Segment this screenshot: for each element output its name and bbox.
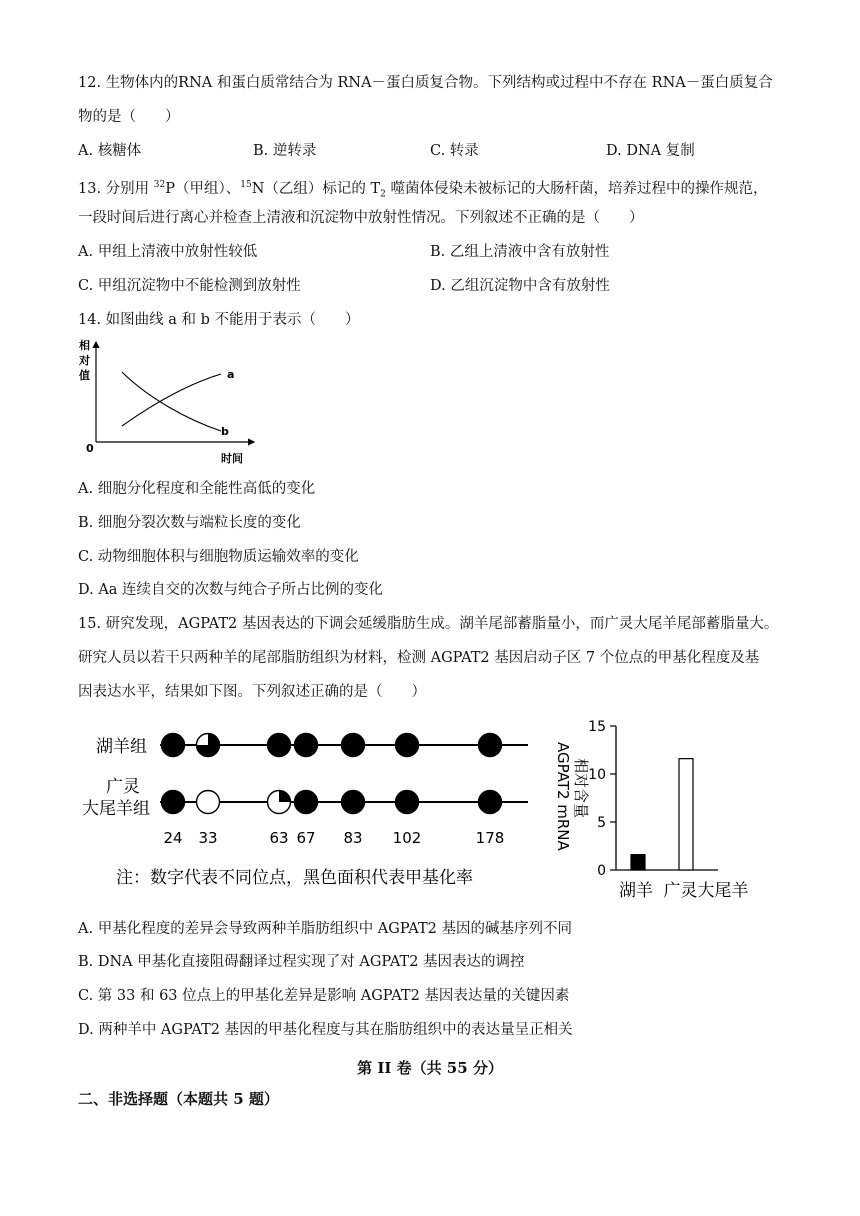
q13-p-text: P（甲组）、 xyxy=(165,180,241,197)
q15-site-label-102: 102 xyxy=(392,829,422,847)
methylated-sector xyxy=(279,791,291,803)
methylated-fill xyxy=(396,791,419,814)
q15-bar-hu-sheep xyxy=(631,855,645,870)
q15-stem-line2: 研究人员以若干只两种羊的尾部脂肪组织为材料，检测 AGPAT2 基因启动子区 7 个位点的甲基化程度及基 xyxy=(78,650,760,666)
volume-title: 第 II 卷（共 55 分） xyxy=(357,1059,503,1077)
q14-xlabel: 时间 xyxy=(221,452,243,465)
q15-row1-label: 湖羊组 xyxy=(96,737,147,757)
q14-curve-a xyxy=(122,374,221,426)
q15-site-label-24: 24 xyxy=(163,829,183,847)
q15-site-label-83: 83 xyxy=(343,829,363,847)
q15-bar-chart xyxy=(540,714,760,904)
q13-stem-rest: 噬菌体侵染未被标记的大肠杆菌，培养过程中的操作规范， xyxy=(385,180,768,197)
q13-t2-subscript: 2 xyxy=(380,189,386,200)
q15-bar-ylabel xyxy=(554,742,590,852)
q15-bar-ytick-label-15: 15 xyxy=(588,719,606,735)
q15-row2-site-24-circle xyxy=(162,791,185,814)
q15-row1-site-102-circle xyxy=(396,734,419,757)
q15-bar-ytick-label-10: 10 xyxy=(588,767,606,783)
q13-stem-prefix: 13. 分别用 xyxy=(78,180,154,197)
q12-option-a: A. 核糖体 xyxy=(78,143,142,159)
q15-stem-line3: 因表达水平，结果如下图。下列叙述正确的是（ ） xyxy=(78,684,426,700)
q15-bar-ylabel-line1: AGPAT2 mRNA xyxy=(554,742,572,851)
q14-option-d: D. Aa 连续自交的次数与纯合子所占比例的变化 xyxy=(78,582,384,598)
q15-bar-guangling-sheep xyxy=(679,759,693,870)
q12-option-c: C. 转录 xyxy=(430,143,479,159)
q15-row1-site-178-circle xyxy=(479,734,502,757)
q15-option-b: B. DNA 甲基化直接阻碍翻译过程实现了对 AGPAT2 基因表达的调控 xyxy=(78,954,525,970)
q14-stem: 14. 如图曲线 a 和 b 不能用于表示（ ） xyxy=(78,312,360,328)
methylated-fill xyxy=(479,734,502,757)
q15-bar-ylabel-line2: 相对含量 xyxy=(572,758,590,819)
q13-option-b: B. 乙组上清液中含有放射性 xyxy=(430,244,610,260)
q13-stem-line1 xyxy=(78,176,768,204)
q15-row2-site-63-circle xyxy=(268,791,291,814)
q15-row1-site-67-circle xyxy=(295,734,318,757)
q15-site-label-178: 178 xyxy=(475,829,505,847)
q15-methylation-diagram xyxy=(80,714,540,894)
q14-graph xyxy=(78,336,278,468)
q14-curve-b xyxy=(122,372,221,431)
q13-option-c: C. 甲组沉淀物中不能检测到放射性 xyxy=(78,278,301,294)
q13-option-a: A. 甲组上清液中放射性较低 xyxy=(78,244,258,260)
q15-row1-site-83-circle xyxy=(342,734,365,757)
methylated-fill xyxy=(295,791,318,814)
q12-stem-line2: 物的是（ ） xyxy=(78,109,180,125)
q15-option-a: A. 甲基化程度的差异会导致两种羊脂肪组织中 AGPAT2 基因的碱基序列不同 xyxy=(78,921,572,937)
circle-outline xyxy=(197,791,220,814)
q15-row2-label-2: 大尾羊组 xyxy=(82,799,150,819)
methylated-fill xyxy=(342,734,365,757)
methylated-fill xyxy=(295,734,318,757)
q15-bar-ytick-label-5: 5 xyxy=(597,815,606,831)
q13-option-d: D. 乙组沉淀物中含有放射性 xyxy=(430,278,610,294)
q15-row2-site-33-circle xyxy=(197,791,220,814)
q15-row2-site-178-circle xyxy=(479,791,502,814)
q14-ylabel-2: 对 xyxy=(79,354,90,367)
q14-curve-a-label: a xyxy=(227,368,235,381)
q12-option-d: D. DNA 复制 xyxy=(606,143,695,159)
q15-row2-site-102-circle xyxy=(396,791,419,814)
q15-row2-label-1: 广灵 xyxy=(106,777,140,797)
q14-curve-b-label: b xyxy=(221,425,229,438)
q13-n-text: N（乙组）标记的 T xyxy=(251,180,381,197)
q15-option-d: D. 两种羊中 AGPAT2 基因的甲基化程度与其在脂肪组织中的表达量呈正相关 xyxy=(78,1022,573,1038)
q15-bar-category-0: 湖羊 xyxy=(619,881,653,901)
q15-methylation-note: 注：数字代表不同位点，黑色面积代表甲基化率 xyxy=(116,868,473,888)
q12-option-b: B. 逆转录 xyxy=(253,143,317,159)
q14-ylabel-3: 值 xyxy=(79,369,90,382)
q15-site-label-67: 67 xyxy=(296,829,316,847)
methylated-fill xyxy=(162,734,185,757)
q15-row2-site-83-circle xyxy=(342,791,365,814)
q14-option-c: C. 动物细胞体积与细胞物质运输效率的变化 xyxy=(78,549,359,565)
q12-stem-line1: 12. 生物体内的RNA 和蛋白质常结合为 RNA－蛋白质复合物。下列结构或过程中不存在 RNA－蛋白质复合 xyxy=(78,75,773,91)
q14-origin: 0 xyxy=(86,442,94,455)
q15-row1-site-24-circle xyxy=(162,734,185,757)
q15-option-c: C. 第 33 和 63 位点上的甲基化差异是影响 AGPAT2 基因表达量的关键因素 xyxy=(78,988,570,1004)
methylated-fill xyxy=(479,791,502,814)
q13-stem-line2: 一段时间后进行离心并检查上清液和沉淀物中放射性情况。下列叙述不正确的是（ ） xyxy=(78,210,644,226)
part-title: 二、非选择题（本题共 5 题） xyxy=(78,1090,279,1108)
q15-site-label-33: 33 xyxy=(198,829,218,847)
q13-n-isotope: 15 xyxy=(240,180,252,190)
q15-row1-site-63-circle xyxy=(268,734,291,757)
q15-row2-site-67-circle xyxy=(295,791,318,814)
q15-bar-category-1: 广灵大尾羊 xyxy=(663,881,749,901)
methylated-fill xyxy=(268,734,291,757)
methylated-fill xyxy=(162,791,185,814)
q15-site-label-63: 63 xyxy=(269,829,289,847)
methylated-fill xyxy=(396,734,419,757)
q15-bar-ytick-label-0: 0 xyxy=(597,863,606,879)
q15-row1-site-33-circle xyxy=(197,734,220,757)
methylated-fill xyxy=(342,791,365,814)
q14-ylabel-1: 相 xyxy=(79,339,90,352)
q13-p-isotope: 32 xyxy=(153,180,166,190)
q14-option-a: A. 细胞分化程度和全能性高低的变化 xyxy=(78,481,316,497)
q15-stem-line1: 15. 研究发现，AGPAT2 基因表达的下调会延缓脂肪生成。湖羊尾部蓄脂量小，而广灵大尾羊尾部蓄脂量大。 xyxy=(78,616,779,632)
q14-option-b: B. 细胞分裂次数与端粒长度的变化 xyxy=(78,515,301,531)
